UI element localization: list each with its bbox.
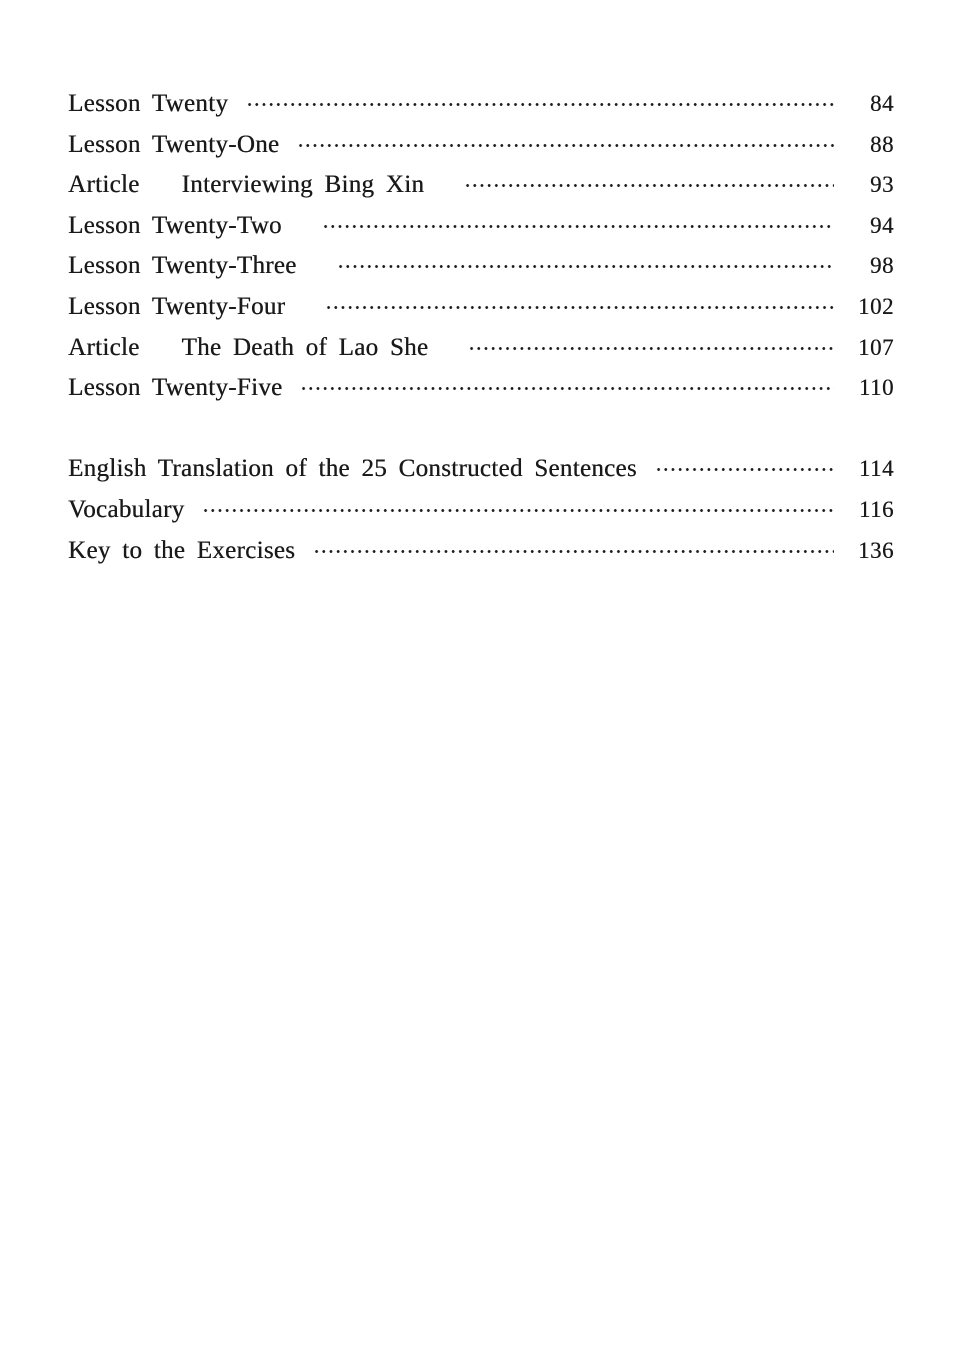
article-title: The Death of Lao She: [181, 333, 429, 361]
toc-entry-page: 102: [858, 293, 894, 319]
toc-entry-page: 136: [858, 537, 894, 563]
toc-entry-article: [68, 165, 894, 206]
toc-entry-label: Lesson Twenty-Five: [68, 374, 283, 402]
toc-entry-page: 114: [858, 456, 894, 482]
toc-entry-page: 93: [870, 172, 894, 198]
dot-leader: [337, 260, 834, 273]
toc-entry-label: Key to the Exercises: [68, 536, 296, 564]
toc-entry-label: Lesson Twenty-One: [68, 130, 280, 158]
toc-entry-label: Lesson Twenty-Three: [68, 252, 297, 280]
toc-entry-backmatter: [68, 531, 894, 572]
dot-leader: [468, 342, 834, 355]
toc-entry: [68, 206, 894, 247]
toc-entry-page: 110: [858, 375, 894, 401]
dot-leader: [313, 545, 834, 558]
toc-entry-page: 107: [858, 334, 894, 360]
toc-entry-page: 84: [870, 91, 894, 116]
toc-entry-backmatter: [68, 449, 894, 490]
toc-entry: [68, 368, 894, 409]
toc-entry-page: 94: [870, 212, 894, 238]
toc-entry-label: Lesson Twenty: [68, 90, 229, 117]
article-prefix: Article: [68, 333, 140, 361]
dot-leader: [202, 504, 834, 517]
dot-leader: [246, 98, 834, 111]
toc-entry: [68, 125, 894, 166]
toc-entry-article: [68, 328, 894, 369]
toc-entry: [68, 246, 894, 287]
toc-entry: [68, 287, 894, 328]
toc-entry-page: 88: [870, 131, 894, 157]
toc-entry-page: 116: [858, 496, 894, 522]
article-title: Interviewing Bing Xin: [181, 171, 425, 199]
toc-entry-backmatter: [68, 490, 894, 531]
toc-entry-label: Lesson Twenty-Two: [68, 211, 282, 239]
article-prefix: Article: [68, 171, 140, 199]
toc-entry-label: Vocabulary: [68, 495, 185, 523]
toc-entry-page: 98: [870, 253, 894, 279]
dot-leader: [325, 301, 834, 314]
dot-leader: [297, 139, 834, 152]
toc-entry: [68, 84, 894, 125]
toc-entry-label: English Translation of the 25 Constructed Sentences: [68, 455, 637, 483]
dot-leader: [322, 220, 834, 233]
dot-leader: [464, 179, 834, 192]
dot-leader: [655, 463, 834, 476]
dot-leader: [300, 382, 834, 395]
toc-entry-label: Lesson Twenty-Four: [68, 292, 286, 320]
toc-list: [68, 84, 894, 571]
